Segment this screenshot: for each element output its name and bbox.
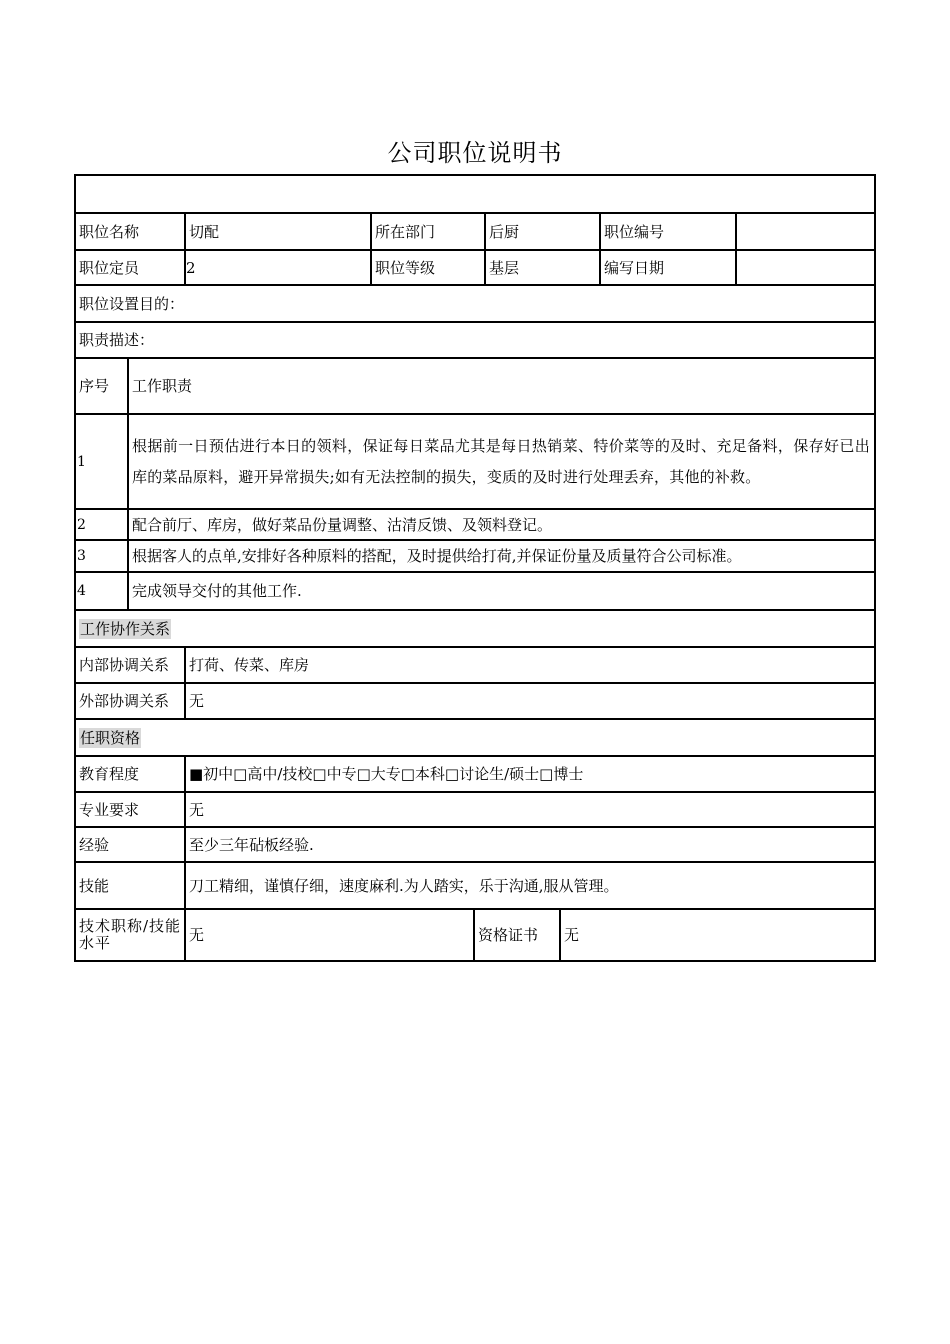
department-value: 后厨 <box>486 214 601 251</box>
duty-col-duty-header: 工作职责 <box>129 359 874 415</box>
technical-title-value: 无 <box>186 910 475 960</box>
cooperation-section-label: 工作协作关系 <box>80 619 171 638</box>
headcount-label: 职位定员 <box>76 251 186 286</box>
qualification-section <box>76 720 874 757</box>
duty-col-number-header: 序号 <box>76 359 129 415</box>
job-description-table <box>74 174 876 962</box>
skill-label: 技能 <box>76 863 186 910</box>
duty-number: 3 <box>76 541 129 573</box>
position-level-value: 基层 <box>486 251 601 286</box>
duty-number: 2 <box>76 510 129 541</box>
position-name-label: 职位名称 <box>76 214 186 251</box>
major-label: 专业要求 <box>76 793 186 828</box>
page-title: 公司职位说明书 <box>387 139 563 167</box>
blank-header-row <box>76 176 874 214</box>
duty-text: 配合前厅、库房，做好菜品份量调整、沽清反馈、及领料登记。 <box>129 510 874 541</box>
education-label: 教育程度 <box>76 757 186 793</box>
duty-text: 完成领导交付的其他工作. <box>129 573 874 611</box>
position-name-value: 切配 <box>186 214 372 251</box>
duty-text-content: 根据前一日预估进行本日的领料，保证每日菜品尤其是每日热销菜、特价菜等的及时、充足备料，保存好已出库的菜品原料，避开异常损失;如有无法控制的损失，变质的及时进行处理丢弃，其他的补救。 <box>132 436 870 486</box>
qualification-section-label: 任职资格 <box>80 728 141 747</box>
department-label: 所在部门 <box>372 214 486 251</box>
headcount-value: 2 <box>186 251 372 286</box>
cooperation-section <box>76 611 874 648</box>
duty-number: 4 <box>76 573 129 611</box>
experience-value: 至少三年砧板经验. <box>186 828 874 863</box>
major-value: 无 <box>186 793 874 828</box>
external-coordination-label: 外部协调关系 <box>76 684 186 720</box>
written-date-value <box>737 251 874 286</box>
internal-coordination-label: 内部协调关系 <box>76 648 186 684</box>
skill-value: 刀工精细，谨慎仔细，速度麻利.为人踏实，乐于沟通,服从管理。 <box>186 863 874 910</box>
certificate-value: 无 <box>564 926 580 944</box>
external-coordination-value: 无 <box>186 684 874 720</box>
written-date-label: 编写日期 <box>601 251 737 286</box>
position-level-label: 职位等级 <box>372 251 486 286</box>
position-purpose-label: 职位设置目的： <box>76 286 874 323</box>
experience-label: 经验 <box>76 828 186 863</box>
technical-title-label: 技术职称/技能水平 <box>76 910 186 960</box>
position-code-label: 职位编号 <box>601 214 737 251</box>
position-code-value <box>737 214 874 251</box>
certificate-label: 资格证书 <box>475 910 561 960</box>
duty-text <box>129 415 874 510</box>
duty-section-label: 职责描述： <box>76 323 874 359</box>
duty-number: 1 <box>76 415 129 510</box>
duty-text: 根据客人的点单,安排好各种原料的搭配，及时提供给打荷,并保证份量及质量符合公司标准。 <box>129 541 874 573</box>
internal-coordination-value: 打荷、传菜、库房 <box>186 648 874 684</box>
education-value: ■初中□高中/技校□中专□大专□本科□讨论生/硕士□博士 <box>186 757 874 793</box>
